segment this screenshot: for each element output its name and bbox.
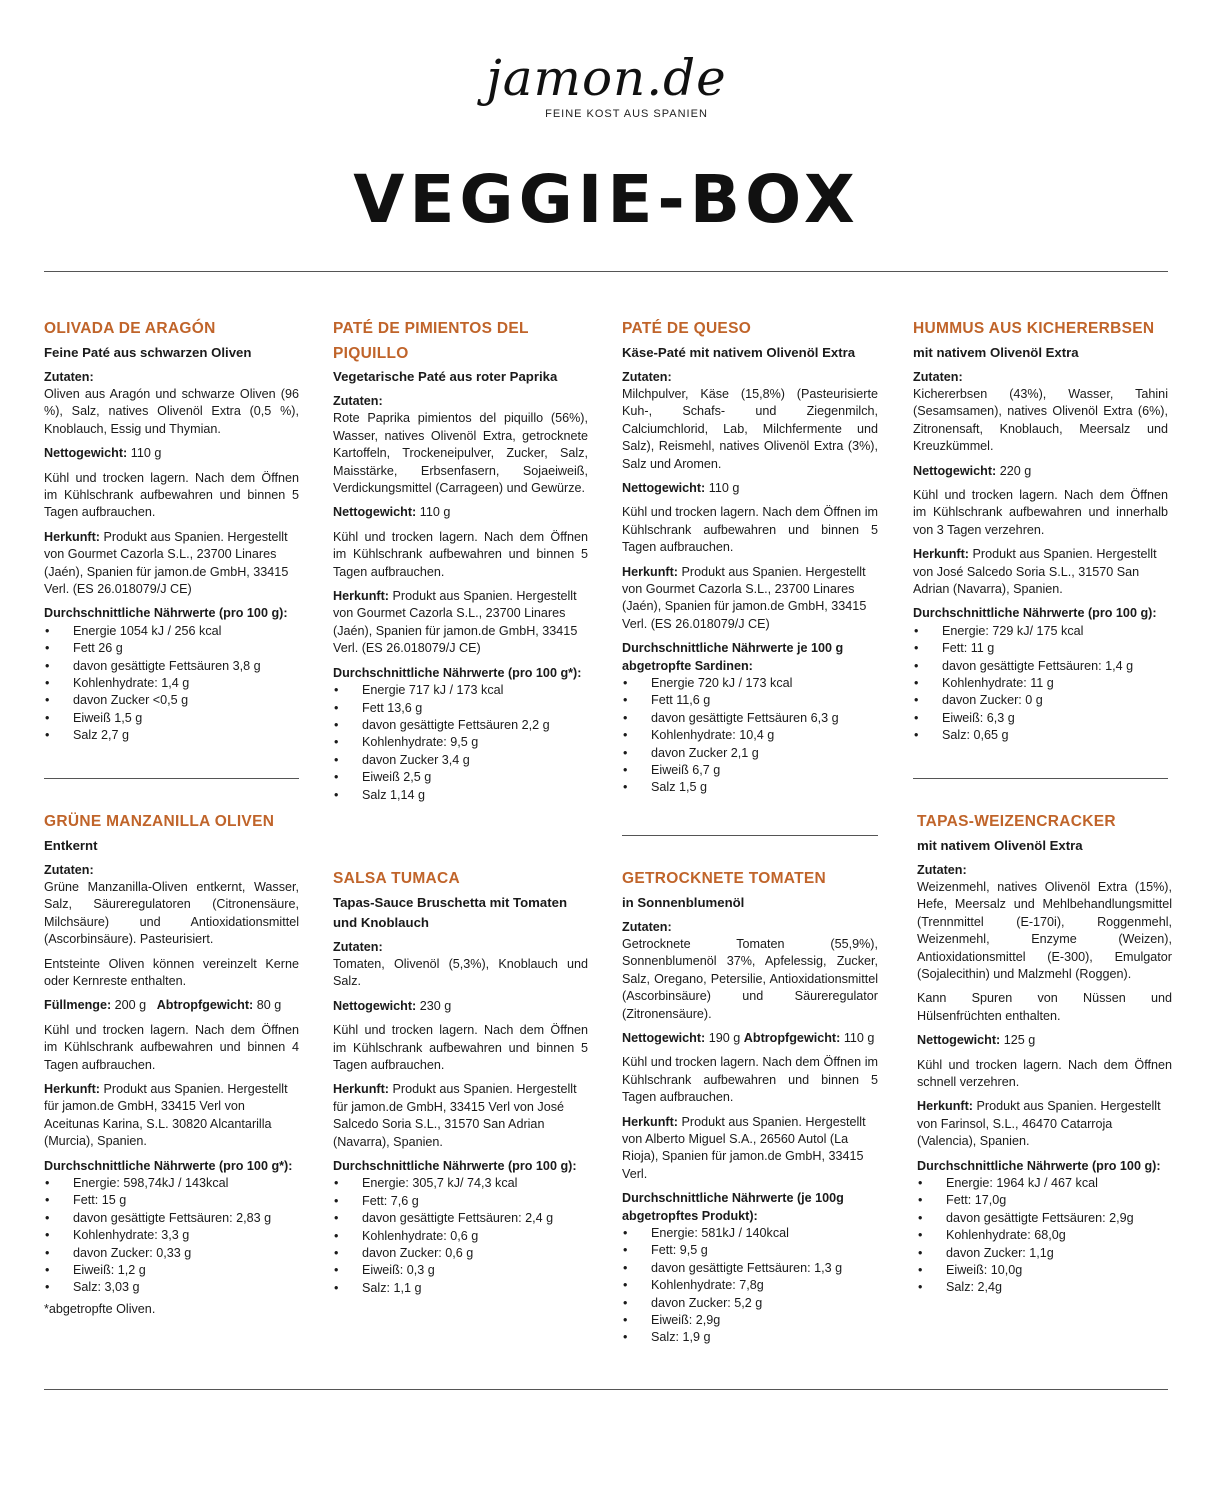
netto-value: 110 g: [708, 480, 740, 495]
nutrition-item: • Energie: 598,74kJ / 143kcal: [44, 1175, 299, 1192]
origin-block: [622, 564, 878, 634]
product-subtitle: in Sonnenblumenöl: [622, 894, 745, 910]
ingredients-text: Oliven aus Aragón und schwarze Oliven (96 %), Salz, natives Olivenöl Extra (0,5 %), Knoblauch, Essig und Thymian.: [44, 386, 299, 436]
nutrition-item: • Kohlenhydrate: 9,5 g: [333, 734, 588, 751]
nutrition-list: [333, 1175, 588, 1297]
drain-value: 110 g: [843, 1030, 875, 1045]
origin-text: Produkt aus Spanien. Hergestellt für jamon.de GmbH, 33415 Verl von José Salcedo Soria S.L., 31570 San Adrian (Navarra), Spanien.: [333, 1082, 577, 1149]
product-subtitle: Entkernt: [44, 837, 98, 853]
nutrition-item: • davon Zucker: 0,33 g: [44, 1245, 299, 1262]
nutrition-block: [917, 1158, 1172, 1297]
drain-value: 80 g: [256, 998, 282, 1013]
nutrition-item: • Kohlenhydrate: 3,3 g: [44, 1227, 299, 1244]
origin-text: Produkt aus Spanien. Hergestellt von Farinsol, S.L., 46470 Catarroja (Valencia), Spanien.: [917, 1099, 1161, 1149]
top-divider: [44, 271, 1168, 272]
nutrition-label: Durchschnittliche Nährwerte (pro 100 g):: [333, 1158, 577, 1173]
nutrition-item: • Salz: 2,4g: [917, 1279, 1172, 1296]
nutrition-item: • Kohlenhydrate: 1,4 g: [44, 675, 299, 692]
divider-col1: [44, 778, 299, 779]
nutrition-item: • davon gesättigte Fettsäuren: 2,9g: [917, 1210, 1172, 1227]
product-card-queso: [622, 317, 878, 804]
netto-value: 230 g: [419, 998, 452, 1013]
nutrition-label: Durchschnittliche Nährwerte (pro 100 g):: [917, 1158, 1161, 1173]
nutrition-label: Durchschnittliche Nährwerte (pro 100 g):: [44, 606, 288, 621]
divider-col4: [913, 778, 1168, 779]
nutrition-block: [44, 1158, 299, 1319]
nutrition-item: • davon gesättigte Fettsäuren 2,2 g: [333, 717, 588, 734]
storage-text: Kühl und trocken lagern. Nach dem Öffnen im Kühlschrank aufbewahren und binnen 4 Tagen aufbrauchen.: [44, 1022, 299, 1072]
origin-text: Produkt aus Spanien. Hergestellt von Gourmet Cazorla S.L., 23700 Linares (Jaén), Spanien für jamon.de GmbH, 33415 Verl. (ES 26.018079/J CE): [44, 529, 289, 596]
nutrition-item: • Salz 1,5 g: [622, 779, 878, 796]
bottom-divider: [44, 1389, 1168, 1390]
nutrition-item: • Salz: 1,9 g: [622, 1329, 878, 1346]
product-card-tumaca: [333, 867, 588, 1304]
netto-label: Nettogewicht:: [333, 998, 417, 1013]
nutrition-item: • Salz: 3,03 g: [44, 1279, 299, 1296]
netto-value: 125 g: [1003, 1033, 1036, 1048]
netto-block: [622, 1030, 878, 1047]
nutrition-item: • davon gesättigte Fettsäuren: 2,4 g: [333, 1210, 588, 1227]
netto-block: [917, 1032, 1172, 1049]
nutrition-item: • Energie: 581kJ / 140kcal: [622, 1225, 878, 1242]
nutrition-list: [917, 1175, 1172, 1297]
netto-block: [913, 463, 1168, 480]
product-name: SALSA TUMACA: [333, 870, 461, 887]
ingredients-text: Kichererbsen (43%), Wasser, Tahini (Sesamsamen), natives Olivenöl Extra (6%), Zitronensaft, Knoblauch, Meersalz und Kreuzkümmel.: [913, 386, 1168, 454]
nutrition-item: • davon gesättigte Fettsäuren 6,3 g: [622, 710, 878, 727]
nutrition-item: • Kohlenhydrate: 7,8g: [622, 1277, 878, 1294]
ingredients-block: [917, 862, 1172, 984]
origin-text: Produkt aus Spanien. Hergestellt von Gourmet Cazorla S.L., 23700 Linares (Jaén), Spanien für jamon.de GmbH, 33415 Verl. (ES 26.018079/J CE): [622, 564, 867, 631]
nutrition-block: [333, 1158, 588, 1297]
nutrition-item: • Kohlenhydrate: 0,6 g: [333, 1228, 588, 1245]
nutrition-item: • davon gesättigte Fettsäuren: 1,3 g: [622, 1260, 878, 1277]
drain-label: Abtropfgewicht:: [156, 998, 254, 1013]
origin-block: [333, 588, 588, 658]
nutrition-block: [333, 665, 588, 804]
nutrition-list: [913, 623, 1168, 745]
ingredients-text: Weizenmehl, natives Olivenöl Extra (15%), Hefe, Meersalz und Mehlbehandlungsmittel (Trennmittel (E-170i), Roggenmehl, Weizenmehl, Enzyme (Weizen), Antioxidationsmittel (E-300), Emulgator (Sojalecithin) und Malzmehl (Roggen).: [917, 879, 1172, 981]
product-subtitle: Vegetarische Paté aus roter Paprika: [333, 369, 558, 384]
nutrition-item: • Eiweiß 6,7 g: [622, 762, 878, 779]
storage-text: Kühl und trocken lagern. Nach dem Öffnen im Kühlschrank aufbewahren und binnen 5 Tagen aufbrauchen.: [622, 505, 878, 555]
nutrition-item: • Fett 11,6 g: [622, 692, 878, 709]
netto-label: Nettogewicht:: [913, 463, 997, 478]
product-card-manzanilla: [44, 810, 299, 1325]
storage-text: Kühl und trocken lagern. Nach dem Öffnen im Kühlschrank aufbewahren und binnen 5 Tagen aufbrauchen.: [333, 1023, 588, 1072]
ingredients-label: Zutaten:: [622, 369, 672, 384]
ingredients-block: [44, 862, 299, 949]
nutrition-item: • davon gesättigte Fettsäuren 3,8 g: [44, 658, 299, 675]
product-name: PATÉ DE QUESO: [622, 320, 752, 337]
nutrition-item: • Salz: 1,1 g: [333, 1280, 588, 1297]
product-subtitle: Käse-Paté mit nativem Olivenöl Extra: [622, 344, 856, 360]
nutrition-block: [622, 1190, 878, 1347]
nutrition-label: Durchschnittliche Nährwerte (pro 100 g):: [913, 606, 1157, 621]
nutrition-item: • Kohlenhydrate: 11 g: [913, 675, 1168, 692]
origin-label: Herkunft:: [333, 1082, 389, 1097]
netto-block: [333, 504, 588, 521]
ingredients-text: Milchpulver, Käse (15,8%) (Pasteurisierte Kuh-, Schafs- und Ziegenmilch, Calciumchlorid, Lab, Milchfermente und Salz), Reismehl, natives Olivenöl Extra (3%), Salz und Aromen.: [622, 386, 878, 471]
nutrition-item: • davon gesättigte Fettsäuren: 2,83 g: [44, 1210, 299, 1227]
product-name: OLIVADA DE ARAGÓN: [44, 320, 216, 337]
nutrition-label: Durchschnittliche Nährwerte (pro 100 g*):: [44, 1158, 293, 1173]
nutrition-item: • davon Zucker 3,4 g: [333, 752, 588, 769]
product-name: HUMMUS AUS KICHERERBSEN: [913, 320, 1155, 337]
netto-value: 220 g: [999, 463, 1032, 478]
netto-label: Nettogewicht:: [333, 505, 417, 520]
netto-label: Nettogewicht:: [622, 1030, 706, 1045]
nutrition-item: • davon Zucker <0,5 g: [44, 692, 299, 709]
product-name: GRÜNE MANZANILLA OLIVEN: [44, 813, 275, 830]
origin-block: [333, 1081, 588, 1151]
divider-col3: [622, 835, 878, 836]
nutrition-item: • Fett: 15 g: [44, 1192, 299, 1209]
nutrition-item: • Eiweiß: 1,2 g: [44, 1262, 299, 1279]
ingredients-block: [44, 369, 299, 439]
nutrition-list: [622, 1225, 878, 1347]
ingredients-label: Zutaten:: [917, 862, 967, 877]
nutrition-label: Durchschnittliche Nährwerte (je 100g abgetropftes Produkt):: [622, 1191, 844, 1223]
nutrition-label: Durchschnittliche Nährwerte (pro 100 g*):: [333, 665, 582, 680]
product-card-olivada: [44, 317, 299, 752]
brand-logo: [0, 48, 1213, 120]
storage-text: Kühl und trocken lagern. Nach dem Öffnen im Kühlschrank aufbewahren und binnen 5 Tagen aufbrauchen.: [622, 1055, 878, 1105]
nutrition-item: • Energie: 305,7 kJ/ 74,3 kcal: [333, 1175, 588, 1192]
nutrition-item: • davon Zucker: 1,1g: [917, 1245, 1172, 1262]
origin-text: Produkt aus Spanien. Hergestellt für jamon.de GmbH, 33415 Verl von Aceitunas Karina, S.L. 30820 Alcantarilla (Murcia), Spanien.: [44, 1081, 288, 1149]
netto-label: Nettogewicht:: [44, 446, 128, 461]
origin-label: Herkunft:: [333, 589, 389, 604]
nutrition-list: [44, 1175, 299, 1297]
nutrition-list: [44, 623, 299, 745]
nutrition-item: • Salz 1,14 g: [333, 787, 588, 804]
nutrition-item: • Fett: 17,0g: [917, 1192, 1172, 1209]
origin-label: Herkunft:: [44, 529, 100, 544]
nutrition-block: [44, 605, 299, 744]
product-name: GETROCKNETE TOMATEN: [622, 870, 827, 887]
logo-wordmark: jamon.de: [486, 49, 727, 107]
storage-text: Kühl und trocken lagern. Nach dem Öffnen schnell verzehren.: [917, 1057, 1172, 1089]
nutrition-item: • Eiweiß: 6,3 g: [913, 710, 1168, 727]
product-name: TAPAS-WEIZENCRACKER: [917, 813, 1116, 830]
ingredients-label: Zutaten:: [333, 394, 383, 408]
nutrition-label: Durchschnittliche Nährwerte je 100 g abgetropfte Sardinen:: [622, 641, 844, 673]
product-name: PATÉ DE PIMIENTOS DEL PIQUILLO: [333, 320, 529, 362]
logo-tagline: FEINE KOST AUS SPANIEN: [545, 108, 708, 120]
nutrition-item: • Salz: 0,65 g: [913, 727, 1168, 744]
nutrition-item: • Kohlenhydrate: 68,0g: [917, 1227, 1172, 1244]
nutrition-item: • Eiweiß: 2,9g: [622, 1312, 878, 1329]
nutrition-list: [333, 682, 588, 804]
origin-block: [913, 546, 1168, 598]
storage-text: Kühl und trocken lagern. Nach dem Öffnen im Kühlschrank aufbewahren und binnen 5 Tagen aufbrauchen.: [333, 529, 588, 579]
nutrition-item: • Eiweiß: 10,0g: [917, 1262, 1172, 1279]
nutrition-item: • Energie 1054 kJ / 256 kcal: [44, 623, 299, 640]
nutrition-item: • davon Zucker 2,1 g: [622, 745, 878, 762]
origin-label: Herkunft:: [913, 547, 969, 562]
ingredients-text: Grüne Manzanilla-Oliven entkernt, Wasser, Salz, Säureregulatoren (Citronensäure, Milchsäure) und Antioxidationsmittel (Ascorbinsäure). Pasteurisiert.: [44, 879, 299, 947]
ingredients-label: Zutaten:: [333, 939, 383, 954]
nutrition-item: • Energie 717 kJ / 173 kcal: [333, 682, 588, 699]
netto-block: [44, 445, 299, 462]
nutrition-item: • davon Zucker: 0 g: [913, 692, 1168, 709]
ingredients-block: [622, 919, 878, 1023]
ingredients-text: Getrocknete Tomaten (55,9%), Sonnenblumenöl 37%, Apfelessig, Zucker, Salz, Oregano, Petersilie, Antioxidationsmittel (Ascorbinsäure) und Säureregulator (Zitronensäure).: [622, 936, 878, 1021]
netto-value: 190 g: [708, 1030, 741, 1045]
storage-text: Kühl und trocken lagern. Nach dem Öffnen im Kühlschrank aufbewahren und binnen 5 Tagen aufbrauchen.: [44, 470, 299, 520]
storage-text: Kühl und trocken lagern. Nach dem Öffnen im Kühlschrank aufbewahren und innerhalb von 3 Tagen verzehren.: [913, 487, 1168, 537]
nutrition-item: • Energie: 1964 kJ / 467 kcal: [917, 1175, 1172, 1192]
footnote: *abgetropfte Oliven.: [44, 1301, 156, 1316]
ingredients-block: [333, 393, 588, 497]
ingredients-block: [622, 369, 878, 473]
ingredients-label: Zutaten:: [44, 369, 94, 384]
origin-label: Herkunft:: [622, 564, 678, 579]
product-subtitle: Tapas-Sauce Bruschetta mit Tomaten und Knoblauch: [333, 894, 568, 930]
nutrition-item: • Eiweiß: 0,3 g: [333, 1262, 588, 1279]
netto-value: 110 g: [130, 446, 162, 461]
nutrition-item: • Fett: 7,6 g: [333, 1193, 588, 1210]
nutrition-item: • Salz 2,7 g: [44, 727, 299, 744]
netto-value: 110 g: [419, 505, 451, 520]
netto-block: [333, 998, 588, 1015]
origin-label: Herkunft:: [917, 1099, 973, 1114]
fill-block: [44, 997, 299, 1014]
origin-block: [44, 1081, 299, 1151]
nutrition-item: • davon Zucker: 0,6 g: [333, 1245, 588, 1262]
nutrition-item: • Fett: 9,5 g: [622, 1242, 878, 1259]
nutrition-item: • Energie: 729 kJ/ 175 kcal: [913, 623, 1168, 640]
origin-block: [622, 1114, 878, 1184]
fill-label: Füllmenge:: [44, 998, 112, 1013]
origin-block: [917, 1098, 1172, 1150]
netto-label: Nettogewicht:: [622, 480, 706, 495]
product-card-hummus: [913, 317, 1168, 752]
nutrition-item: • Energie 720 kJ / 173 kcal: [622, 675, 878, 692]
origin-text: Produkt aus Spanien. Hergestellt von Gourmet Cazorla S.L., 23700 Linares (Jaén), Spanien für jamon.de GmbH, 33415 Verl. (ES 26.018079/J CE): [333, 589, 578, 656]
ingredients-label: Zutaten:: [44, 862, 94, 877]
product-card-piquillo: [333, 317, 588, 811]
nutrition-item: • davon Zucker: 5,2 g: [622, 1295, 878, 1312]
drain-label: Abtropfgewicht:: [743, 1030, 841, 1045]
product-subtitle: mit nativem Olivenöl Extra: [917, 837, 1083, 853]
ingredients-text: Rote Paprika pimientos del piquillo (56%), Wasser, natives Olivenöl Extra, getrocknete Kartoffeln, Trockeneipulver, Zucker, Salz, Maisstärke, Erbsenfasern, Sojaeiweiß, Verdickungsmittel (Carrageen) und Gewürze.: [333, 411, 588, 496]
fill-value: 200 g: [114, 998, 147, 1013]
ingredients-block: [333, 939, 588, 991]
origin-text: Produkt aus Spanien. Hergestellt von José Salcedo Soria S.L., 31570 San Adrian (Navarra), Spanien.: [913, 547, 1157, 596]
nutrition-item: • Kohlenhydrate: 10,4 g: [622, 727, 878, 744]
nutrition-block: [913, 605, 1168, 744]
product-card-cracker: [917, 810, 1172, 1304]
netto-block: [622, 480, 878, 497]
ingredients-label: Zutaten:: [913, 369, 963, 384]
nutrition-list: [622, 675, 878, 797]
origin-text: Produkt aus Spanien. Hergestellt von Alberto Miguel S.A., 26560 Autol (La Rioja), Spanien für jamon.de GmbH, 33415 Verl.: [622, 1114, 866, 1181]
page-title: VEGGIE-BOX: [353, 161, 860, 238]
product-subtitle: Feine Paté aus schwarzen Oliven: [44, 344, 252, 360]
nutrition-item: • Fett 26 g: [44, 640, 299, 657]
ingredients-text: Tomaten, Olivenöl (5,3%), Knoblauch und Salz.: [333, 956, 588, 989]
origin-block: [44, 529, 299, 599]
nutrition-item: • Eiweiß 2,5 g: [333, 769, 588, 786]
product-subtitle: mit nativem Olivenöl Extra: [913, 344, 1079, 360]
allergen-note: Kann Spuren von Nüssen und Hülsenfrüchten enthalten.: [917, 991, 1172, 1023]
nutrition-item: • Eiweiß 1,5 g: [44, 710, 299, 727]
nutrition-item: • Fett 13,6 g: [333, 700, 588, 717]
nutrition-item: • Fett: 11 g: [913, 640, 1168, 657]
product-card-tomaten: [622, 867, 878, 1354]
nutrition-item: • davon gesättigte Fettsäuren: 1,4 g: [913, 658, 1168, 675]
origin-label: Herkunft:: [622, 1114, 678, 1129]
netto-label: Nettogewicht:: [917, 1033, 1001, 1048]
allergen-note: Entsteinte Oliven können vereinzelt Kerne oder Kernreste enthalten.: [44, 956, 299, 988]
nutrition-block: [622, 640, 878, 797]
ingredients-label: Zutaten:: [622, 919, 672, 934]
origin-label: Herkunft:: [44, 1081, 100, 1096]
ingredients-block: [913, 369, 1168, 456]
